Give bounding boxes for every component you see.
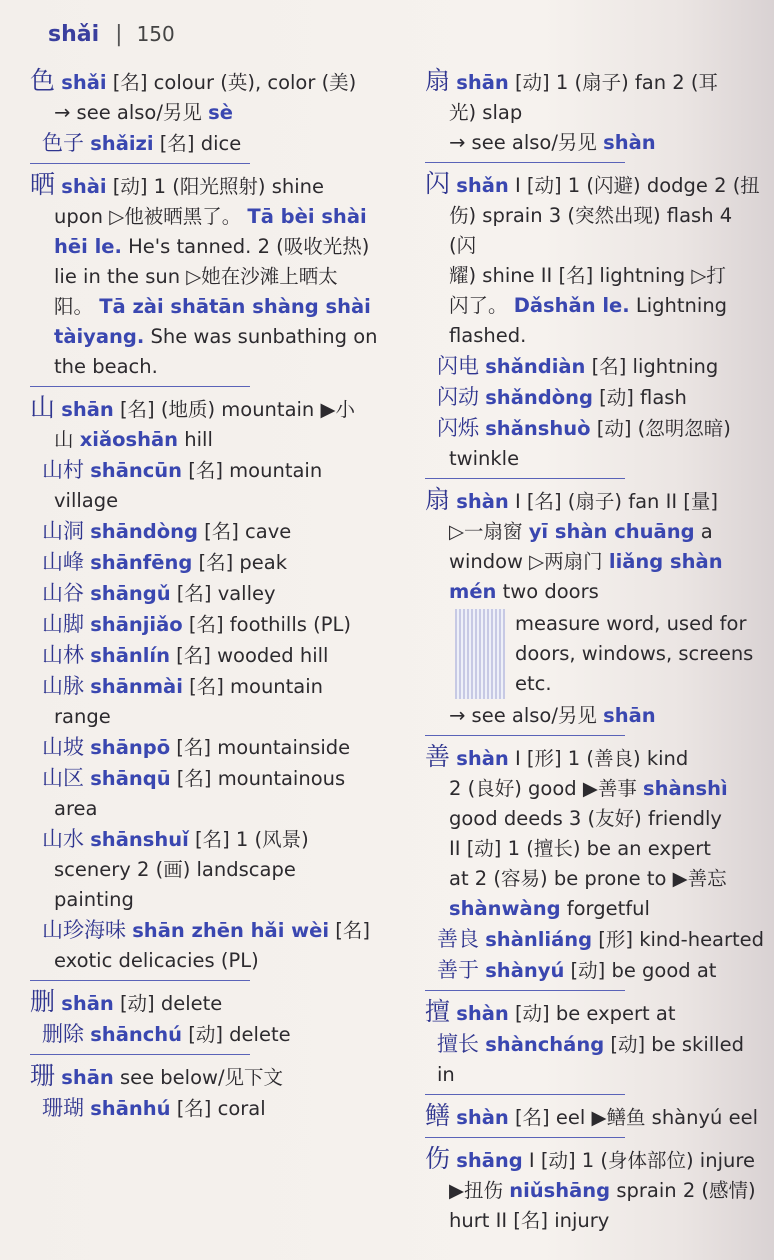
headword-line [425, 1144, 765, 1176]
headword: 山谷 [42, 581, 84, 605]
entry-shan6 [425, 485, 765, 731]
pinyin: shānjiǎo [90, 613, 183, 636]
definition-text: I [名] (扇子) fan II [量] [508, 490, 719, 513]
definition-text: [动] flash [592, 386, 687, 409]
headword: 山珍海味 [42, 918, 126, 942]
definition-text: 耀) shine II [名] lightning ▷打 [449, 264, 726, 287]
entry-shan2 [30, 987, 410, 1050]
headword: 山村 [42, 458, 84, 482]
pinyin: shāncūn [90, 459, 183, 482]
definition-text: II [动] 1 (擅长) be an expert [449, 837, 711, 860]
definition-text: I [动] 1 (闪避) dodge 2 (扭 [508, 174, 760, 197]
definition-text: [动] delete [182, 1023, 291, 1046]
definition-text: [形] kind-hearted [592, 928, 765, 951]
pinyin: shànwàng [449, 897, 561, 920]
definition-text: → see also/另见 [449, 704, 604, 727]
definition-text: [名] (地质) mountain ▶小 [113, 398, 355, 421]
pinyin: xiǎoshān [79, 428, 179, 451]
pinyin: Dǎshǎn le. [513, 294, 630, 317]
header-word: shǎi [48, 22, 100, 47]
definition-text: [名] peak [192, 551, 288, 574]
headword: 删除 [42, 1022, 84, 1046]
pinyin: shānfēng [90, 551, 193, 574]
headword: 善 [425, 742, 451, 771]
headword-line [425, 485, 765, 517]
entry-line [425, 1176, 765, 1206]
definition-text: [名] lightning [585, 355, 719, 378]
definition-text: [名] valley [170, 582, 276, 605]
definition-text: [名] [329, 919, 371, 942]
headword-line [425, 169, 765, 201]
headword: 擅长 [437, 1032, 479, 1056]
entry-shan9 [425, 1101, 765, 1133]
headword: 山脚 [42, 612, 84, 636]
definition-text: He's tanned. 2 (吸收光热) [121, 235, 370, 258]
headword: 山区 [42, 766, 84, 790]
sub-entry-line [425, 924, 765, 955]
headword: 扇 [425, 66, 451, 95]
definition-text: [动] 1 (阳光照射) shine [106, 175, 324, 198]
sub-entry-line [30, 1093, 410, 1124]
sub-entry-line [30, 732, 410, 763]
pinyin: shān [61, 992, 114, 1015]
definition-text: [动] delete [113, 992, 223, 1015]
entry-shan7 [425, 742, 765, 986]
pinyin: Tā bèi shài [247, 205, 367, 228]
sub-entry-line [425, 413, 765, 444]
pinyin: shǎndòng [485, 386, 593, 409]
entry-line [425, 864, 765, 894]
definition-text: [名] mountainous [170, 767, 346, 790]
entry-line [30, 794, 410, 824]
entry-line [30, 202, 410, 232]
pinyin: shāngǔ [90, 582, 171, 605]
entry-shang [425, 1144, 765, 1236]
sub-entry-line [30, 578, 410, 609]
sub-entry-line [30, 547, 410, 578]
entry-line [425, 128, 765, 158]
definition-text: hurt II [名] injury [449, 1209, 610, 1232]
right-column [425, 66, 765, 1236]
pinyin: shāng [456, 1149, 523, 1172]
entry-shan4 [425, 66, 765, 158]
headword-line [30, 170, 410, 202]
headword: 山 [30, 393, 56, 422]
definition-text: 伤) sprain 3 (突然出现) flash 4 (闪 [449, 204, 733, 257]
entry-line [425, 804, 765, 834]
entry-line [425, 1206, 765, 1236]
sub-entry-line [30, 455, 410, 486]
pinyin: shǎn [456, 174, 509, 197]
pinyin: yī shàn chuāng [528, 520, 695, 543]
headword: 色 [30, 66, 56, 95]
headword: 擅 [425, 997, 451, 1026]
definition-text: [名] mountain [182, 459, 323, 482]
definition-text: → see also/另见 [54, 101, 209, 124]
pinyin: shànyú [485, 959, 565, 982]
note-line: doors, windows, screens [515, 642, 754, 665]
headword: 闪 [425, 169, 451, 198]
pinyin: liǎng shàn [608, 550, 723, 573]
definition-text: She was sunbathing on [144, 325, 378, 348]
headword-line [425, 1101, 765, 1133]
pinyin: shān [61, 398, 114, 421]
definition-text: [名] colour (英), color (美) [106, 71, 357, 94]
definition-text: window ▷两扇门 [449, 550, 609, 573]
sub-entry-line [30, 1019, 410, 1050]
pinyin: shǎnshuò [485, 417, 591, 440]
headword: 善良 [437, 927, 479, 951]
pinyin: shànliáng [485, 928, 593, 951]
definition-text: painting [54, 888, 134, 911]
sub-entry-line [30, 640, 410, 671]
definition-text: 光) slap [449, 101, 523, 124]
headword-line [30, 66, 410, 98]
definition-text: good deeds 3 (友好) friendly [449, 807, 722, 830]
entry-line [30, 292, 410, 322]
sub-entry-line [30, 763, 410, 794]
entry-divider [30, 980, 250, 981]
headword-line [30, 1061, 410, 1093]
headword-line [425, 66, 765, 98]
entry-line [30, 946, 410, 976]
entry-shai [30, 170, 410, 382]
entry-line [30, 855, 410, 885]
definition-text: [动] be good at [564, 959, 717, 982]
entry-line [30, 262, 410, 292]
definition-text: [名] foothills (PL) [182, 613, 351, 636]
entry-line [425, 261, 765, 291]
sub-entry-line [30, 671, 410, 702]
pinyin: shàncháng [485, 1033, 605, 1056]
headword: 闪烁 [437, 416, 479, 440]
definition-text: [名] dice [153, 132, 242, 155]
entry-divider [425, 1094, 625, 1095]
pinyin: mén [449, 580, 497, 603]
entry-line [425, 774, 765, 804]
pinyin: shàn [456, 1106, 509, 1129]
definition-text: [名] mountain [182, 675, 324, 698]
definition-text: ▷一扇窗 [449, 520, 529, 543]
pinyin: shānhú [90, 1097, 171, 1120]
sub-entry-line [425, 1029, 765, 1090]
entry-line [425, 201, 765, 261]
definition-text: [名] wooded hill [169, 644, 329, 667]
definition-text: [名] 1 (风景) [188, 828, 309, 851]
entry-divider [425, 478, 625, 479]
pinyin: shāndòng [90, 520, 198, 543]
definition-text: [名] coral [170, 1097, 266, 1120]
entry-divider [30, 386, 250, 387]
definition-text: at 2 (容易) be prone to ▶善忘 [449, 867, 727, 890]
definition-text: [动] 1 (扇子) fan 2 (耳 [508, 71, 718, 94]
entry-line [30, 425, 410, 455]
definition-text: → see also/另见 [449, 131, 604, 154]
left-column [30, 66, 410, 1124]
headword: 鳝 [425, 1101, 451, 1130]
headword: 伤 [425, 1144, 451, 1173]
headword-line [425, 997, 765, 1029]
definition-text: see below/见下文 [113, 1066, 284, 1089]
pinyin: shānmài [90, 675, 183, 698]
entry-line [425, 444, 765, 474]
pinyin: shān [61, 1066, 114, 1089]
pinyin: shān [456, 71, 509, 94]
headword-line [425, 742, 765, 774]
definition-text: [动] be expert at [508, 1002, 676, 1025]
entry-line [425, 894, 765, 924]
definition-text: flashed. [449, 324, 527, 347]
definition-text: area [54, 797, 98, 820]
definition-text: 2 (良好) good ▶善事 [449, 777, 644, 800]
entry-line [30, 232, 410, 262]
definition-text: two doors [496, 580, 599, 603]
headword: 珊瑚 [42, 1096, 84, 1120]
definition-text: twinkle [449, 447, 520, 470]
entry-line [30, 486, 410, 516]
entry-shan5 [425, 169, 765, 474]
headword: 晒 [30, 170, 56, 199]
entry-line [425, 834, 765, 864]
definition-text: a [694, 520, 713, 543]
pinyin: shānshuǐ [90, 828, 189, 851]
pinyin: shǎi [61, 71, 107, 94]
definition-text: [动] (忽明忽暗) [590, 417, 731, 440]
definition-text: ▶扭伤 [449, 1179, 510, 1202]
headword: 删 [30, 987, 56, 1016]
entry-line [425, 701, 765, 731]
pinyin: shǎndiàn [485, 355, 586, 378]
entry-line [30, 98, 410, 128]
headword: 善于 [437, 958, 479, 982]
entry-line [425, 577, 765, 607]
pinyin: shǎizi [90, 132, 154, 155]
sub-entry-line [30, 609, 410, 640]
definition-text: range [54, 705, 111, 728]
definition-text: 闪了。 [449, 294, 514, 317]
sub-entry-line [425, 351, 765, 382]
sub-entry-line [30, 516, 410, 547]
headword-line [30, 393, 410, 425]
pinyin: shānlín [90, 644, 170, 667]
entry-line [30, 322, 410, 352]
definition-text: scenery 2 (画) landscape [54, 858, 296, 881]
pinyin: shài [61, 175, 107, 198]
pinyin: niǔshāng [509, 1179, 611, 1202]
sub-entry-line [30, 824, 410, 855]
entry-shan8 [425, 997, 765, 1090]
entry-line [30, 885, 410, 915]
entry-divider [30, 1054, 250, 1055]
definition-text: I [形] 1 (善良) kind [508, 747, 689, 770]
headword: 山林 [42, 643, 84, 667]
pinyin: shān zhēn hǎi wèi [132, 919, 330, 942]
entry-line [425, 547, 765, 577]
definition-text: lie in the sun ▷她在沙滩上晒太 [54, 265, 338, 288]
definition-text: the beach. [54, 355, 158, 378]
definition-text: [名] eel ▶鳝鱼 shànyú eel [508, 1106, 759, 1129]
entry-line [425, 321, 765, 351]
pinyin: shānqū [90, 767, 171, 790]
headword: 山洞 [42, 519, 84, 543]
entry-divider [425, 162, 625, 163]
pinyin: shàn [456, 747, 509, 770]
entry-line [425, 291, 765, 321]
definition-text: 山 [54, 428, 80, 451]
headword: 扇 [425, 485, 451, 514]
headword: 山峰 [42, 550, 84, 574]
entry-divider [425, 735, 625, 736]
entry-line [425, 98, 765, 128]
headword: 闪电 [437, 354, 479, 378]
pinyin: shānchú [90, 1023, 183, 1046]
note-shading [455, 609, 505, 699]
pinyin: hēi le. [54, 235, 122, 258]
pinyin: tàiyang. [54, 325, 145, 348]
pinyin: shànshì [643, 777, 728, 800]
entry-divider [30, 163, 250, 164]
sub-entry-line [30, 915, 410, 946]
entry-line [30, 352, 410, 382]
entry-divider [425, 990, 625, 991]
definition-text: I [动] 1 (身体部位) injure [522, 1149, 755, 1172]
headword: 珊 [30, 1061, 56, 1090]
entry-line [425, 517, 765, 547]
note-line: measure word, used for [515, 612, 747, 635]
headword: 山脉 [42, 674, 84, 698]
headword: 色子 [42, 131, 84, 155]
pinyin: shān [603, 704, 656, 727]
headword: 山水 [42, 827, 84, 851]
entry-divider [425, 1137, 625, 1138]
page-header [48, 22, 175, 47]
definition-text: hill [178, 428, 213, 451]
pinyin: sè [208, 101, 233, 124]
headword: 闪动 [437, 385, 479, 409]
sub-entry-line [30, 128, 410, 159]
definition-text: upon ▷他被晒黑了。 [54, 205, 248, 228]
headword: 山坡 [42, 735, 84, 759]
pinyin: shàn [603, 131, 656, 154]
definition-text: Lightning [629, 294, 728, 317]
header-separator: | [115, 22, 123, 47]
definition-text: forgetful [560, 897, 650, 920]
definition-text: sprain 2 (感情) [610, 1179, 756, 1202]
pinyin: shānpō [90, 736, 171, 759]
definition-text: [名] mountainside [170, 736, 351, 759]
sub-entry-line [425, 955, 765, 986]
sub-entry-line [425, 382, 765, 413]
definition-text: exotic delicacies (PL) [54, 949, 259, 972]
definition-text: village [54, 489, 119, 512]
note-line: etc. [515, 672, 552, 695]
pinyin: shàn [456, 490, 509, 513]
usage-note [455, 609, 765, 699]
entry-shan1 [30, 393, 410, 976]
entry-se [30, 66, 410, 159]
entry-line [30, 702, 410, 732]
pinyin: shàn [456, 1002, 509, 1025]
pinyin: Tā zài shātān shàng shài [99, 295, 371, 318]
definition-text: [动] be skilled in [437, 1033, 744, 1086]
page-number: 150 [136, 22, 175, 46]
headword-line [30, 987, 410, 1019]
entry-shan3 [30, 1061, 410, 1124]
definition-text: [名] cave [197, 520, 292, 543]
definition-text: 阳。 [54, 295, 100, 318]
